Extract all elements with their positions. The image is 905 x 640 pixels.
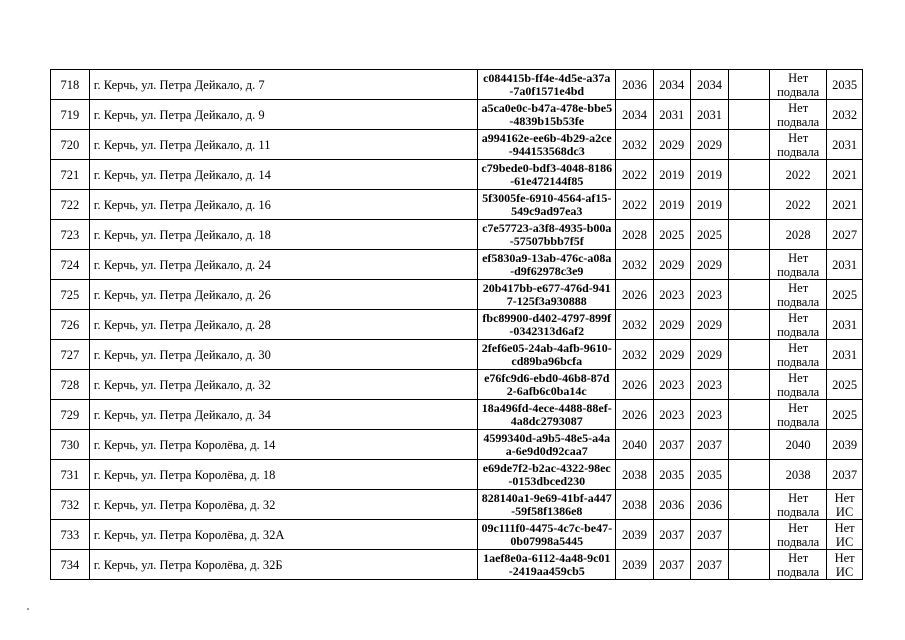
basement-cell: Нет подвала: [770, 280, 827, 310]
year-cell-4: [729, 70, 770, 100]
address-cell: г. Керчь, ул. Петра Дейкало, д. 14: [89, 160, 478, 190]
last-year-cell: Нет ИС: [827, 490, 863, 520]
last-year-cell: 2021: [827, 190, 863, 220]
row-number: 727: [51, 340, 90, 370]
last-year-cell: Нет ИС: [827, 520, 863, 550]
year-cell-2: 2036: [653, 490, 690, 520]
year-cell-4: [729, 220, 770, 250]
year-cell-2: 2035: [653, 460, 690, 490]
last-year-cell: 2035: [827, 70, 863, 100]
address-cell: г. Керчь, ул. Петра Дейкало, д. 32: [89, 370, 478, 400]
year-cell-2: 2037: [653, 430, 690, 460]
house-code-cell: c79bede0-bdf3-4048-8186-61e472144f85: [478, 160, 616, 190]
year-cell-2: 2037: [653, 550, 690, 580]
address-cell: г. Керчь, ул. Петра Дейкало, д. 34: [89, 400, 478, 430]
basement-cell: Нет подвала: [770, 310, 827, 340]
address-cell: г. Керчь, ул. Петра Дейкало, д. 28: [89, 310, 478, 340]
table-row: [51, 250, 863, 280]
row-number: 732: [51, 490, 90, 520]
basement-cell: 2038: [770, 460, 827, 490]
row-number: 725: [51, 280, 90, 310]
year-cell-2: 2023: [653, 280, 690, 310]
basement-cell: 2022: [770, 160, 827, 190]
year-cell-2: 2019: [653, 160, 690, 190]
last-year-cell: 2021: [827, 160, 863, 190]
row-number: 734: [51, 550, 90, 580]
year-cell-1: 2026: [616, 400, 654, 430]
table-row: [51, 280, 863, 310]
table-row: [51, 190, 863, 220]
row-number: 726: [51, 310, 90, 340]
house-code-cell: e76fc9d6-ebd0-46b8-87d2-6afb6c0ba14c: [478, 370, 616, 400]
row-number: 722: [51, 190, 90, 220]
house-code-cell: 1aef8e0a-6112-4a48-9c01-2419aa459cb5: [478, 550, 616, 580]
house-code-cell: 20b417bb-e677-476d-9417-125f3a930888: [478, 280, 616, 310]
last-year-cell: 2037: [827, 460, 863, 490]
last-year-cell: 2025: [827, 370, 863, 400]
basement-cell: Нет подвала: [770, 370, 827, 400]
last-year-cell: 2032: [827, 100, 863, 130]
year-cell-2: 2029: [653, 250, 690, 280]
year-cell-1: 2039: [616, 550, 654, 580]
row-number: 733: [51, 520, 90, 550]
table-row: [51, 430, 863, 460]
last-year-cell: 2025: [827, 280, 863, 310]
basement-cell: Нет подвала: [770, 70, 827, 100]
year-cell-1: 2032: [616, 130, 654, 160]
year-cell-3: 2023: [690, 400, 729, 430]
year-cell-1: 2022: [616, 160, 654, 190]
year-cell-2: 2019: [653, 190, 690, 220]
row-number: 723: [51, 220, 90, 250]
basement-cell: Нет подвала: [770, 490, 827, 520]
house-code-cell: a5ca0e0c-b47a-478e-bbe5-4839b15b53fe: [478, 100, 616, 130]
address-cell: г. Керчь, ул. Петра Королёва, д. 32: [89, 490, 478, 520]
year-cell-1: 2034: [616, 100, 654, 130]
year-cell-3: 2031: [690, 100, 729, 130]
year-cell-1: 2039: [616, 520, 654, 550]
row-number: 731: [51, 460, 90, 490]
year-cell-4: [729, 340, 770, 370]
year-cell-2: 2029: [653, 340, 690, 370]
address-cell: г. Керчь, ул. Петра Дейкало, д. 7: [89, 70, 478, 100]
year-cell-2: 2037: [653, 520, 690, 550]
row-number: 720: [51, 130, 90, 160]
year-cell-3: 2037: [690, 550, 729, 580]
page-speck: [27, 608, 29, 610]
year-cell-2: 2031: [653, 100, 690, 130]
year-cell-1: 2032: [616, 340, 654, 370]
year-cell-4: [729, 370, 770, 400]
last-year-cell: 2031: [827, 130, 863, 160]
year-cell-2: 2029: [653, 310, 690, 340]
house-code-cell: 828140a1-9e69-41bf-a447-59f58f1386e8: [478, 490, 616, 520]
address-cell: г. Керчь, ул. Петра Дейкало, д. 16: [89, 190, 478, 220]
year-cell-3: 2029: [690, 250, 729, 280]
year-cell-3: 2037: [690, 430, 729, 460]
address-cell: г. Керчь, ул. Петра Дейкало, д. 30: [89, 340, 478, 370]
year-cell-3: 2029: [690, 340, 729, 370]
year-cell-1: 2038: [616, 460, 654, 490]
table-row: [51, 340, 863, 370]
year-cell-1: 2040: [616, 430, 654, 460]
year-cell-3: 2025: [690, 220, 729, 250]
year-cell-3: 2035: [690, 460, 729, 490]
basement-cell: 2022: [770, 190, 827, 220]
address-cell: г. Керчь, ул. Петра Дейкало, д. 24: [89, 250, 478, 280]
table-row: [51, 70, 863, 100]
year-cell-2: 2034: [653, 70, 690, 100]
year-cell-4: [729, 310, 770, 340]
house-code-cell: a994162e-ee6b-4b29-a2ce-944153568dc3: [478, 130, 616, 160]
table-row: [51, 460, 863, 490]
table-body: [51, 70, 863, 580]
year-cell-1: 2022: [616, 190, 654, 220]
address-cell: г. Керчь, ул. Петра Королёва, д. 32А: [89, 520, 478, 550]
year-cell-1: 2028: [616, 220, 654, 250]
year-cell-1: 2026: [616, 370, 654, 400]
basement-cell: Нет подвала: [770, 340, 827, 370]
row-number: 728: [51, 370, 90, 400]
house-code-cell: 2fef6e05-24ab-4afb-9610-cd89ba96bcfa: [478, 340, 616, 370]
year-cell-3: 2037: [690, 520, 729, 550]
year-cell-1: 2036: [616, 70, 654, 100]
address-cell: г. Керчь, ул. Петра Дейкало, д. 18: [89, 220, 478, 250]
table-row: [51, 400, 863, 430]
year-cell-4: [729, 190, 770, 220]
year-cell-2: 2023: [653, 400, 690, 430]
address-cell: г. Керчь, ул. Петра Королёва, д. 18: [89, 460, 478, 490]
year-cell-4: [729, 130, 770, 160]
row-number: 730: [51, 430, 90, 460]
table-row: [51, 520, 863, 550]
year-cell-4: [729, 250, 770, 280]
year-cell-4: [729, 490, 770, 520]
year-cell-4: [729, 430, 770, 460]
year-cell-3: 2029: [690, 130, 729, 160]
year-cell-1: 2038: [616, 490, 654, 520]
address-cell: г. Керчь, ул. Петра Дейкало, д. 9: [89, 100, 478, 130]
basement-cell: Нет подвала: [770, 100, 827, 130]
house-code-cell: 4599340d-a9b5-48e5-a4aa-6e9d0d92caa7: [478, 430, 616, 460]
house-code-cell: 09c111f0-4475-4c7c-be47-0b07998a5445: [478, 520, 616, 550]
basement-cell: Нет подвала: [770, 130, 827, 160]
table-row: [51, 160, 863, 190]
year-cell-4: [729, 460, 770, 490]
year-cell-1: 2026: [616, 280, 654, 310]
year-cell-4: [729, 550, 770, 580]
row-number: 724: [51, 250, 90, 280]
house-code-cell: ef5830a9-13ab-476c-a08a-d9f62978c3e9: [478, 250, 616, 280]
year-cell-4: [729, 520, 770, 550]
basement-cell: 2040: [770, 430, 827, 460]
year-cell-4: [729, 100, 770, 130]
year-cell-3: 2019: [690, 190, 729, 220]
year-cell-1: 2032: [616, 250, 654, 280]
year-cell-4: [729, 280, 770, 310]
address-cell: г. Керчь, ул. Петра Королёва, д. 14: [89, 430, 478, 460]
last-year-cell: 2031: [827, 340, 863, 370]
row-number: 719: [51, 100, 90, 130]
year-cell-2: 2025: [653, 220, 690, 250]
basement-cell: Нет подвала: [770, 250, 827, 280]
year-cell-3: 2023: [690, 280, 729, 310]
last-year-cell: 2031: [827, 250, 863, 280]
year-cell-3: 2036: [690, 490, 729, 520]
last-year-cell: 2031: [827, 310, 863, 340]
table-row: [51, 130, 863, 160]
housing-table: [50, 69, 863, 580]
basement-cell: Нет подвала: [770, 550, 827, 580]
house-code-cell: c084415b-ff4e-4d5e-a37a-7a0f1571e4bd: [478, 70, 616, 100]
address-cell: г. Керчь, ул. Петра Дейкало, д. 11: [89, 130, 478, 160]
year-cell-4: [729, 160, 770, 190]
house-code-cell: 18a496fd-4ece-4488-88ef-4a8dc2793087: [478, 400, 616, 430]
table-row: [51, 550, 863, 580]
table-row: [51, 490, 863, 520]
table-row: [51, 370, 863, 400]
house-code-cell: 5f3005fe-6910-4564-af15-549c9ad97ea3: [478, 190, 616, 220]
year-cell-2: 2029: [653, 130, 690, 160]
address-cell: г. Керчь, ул. Петра Дейкало, д. 26: [89, 280, 478, 310]
last-year-cell: 2039: [827, 430, 863, 460]
year-cell-3: 2034: [690, 70, 729, 100]
house-code-cell: fbc89900-d402-4797-899f-0342313d6af2: [478, 310, 616, 340]
row-number: 729: [51, 400, 90, 430]
row-number: 718: [51, 70, 90, 100]
last-year-cell: 2025: [827, 400, 863, 430]
basement-cell: 2028: [770, 220, 827, 250]
year-cell-4: [729, 400, 770, 430]
basement-cell: Нет подвала: [770, 400, 827, 430]
house-code-cell: c7e57723-a3f8-4935-b00a-57507bbb7f5f: [478, 220, 616, 250]
last-year-cell: Нет ИС: [827, 550, 863, 580]
address-cell: г. Керчь, ул. Петра Королёва, д. 32Б: [89, 550, 478, 580]
year-cell-1: 2032: [616, 310, 654, 340]
year-cell-2: 2023: [653, 370, 690, 400]
basement-cell: Нет подвала: [770, 520, 827, 550]
year-cell-3: 2019: [690, 160, 729, 190]
year-cell-3: 2023: [690, 370, 729, 400]
house-code-cell: e69de7f2-b2ac-4322-98ec-0153dbced230: [478, 460, 616, 490]
year-cell-3: 2029: [690, 310, 729, 340]
table-row: [51, 220, 863, 250]
last-year-cell: 2027: [827, 220, 863, 250]
table-row: [51, 310, 863, 340]
table-row: [51, 100, 863, 130]
row-number: 721: [51, 160, 90, 190]
